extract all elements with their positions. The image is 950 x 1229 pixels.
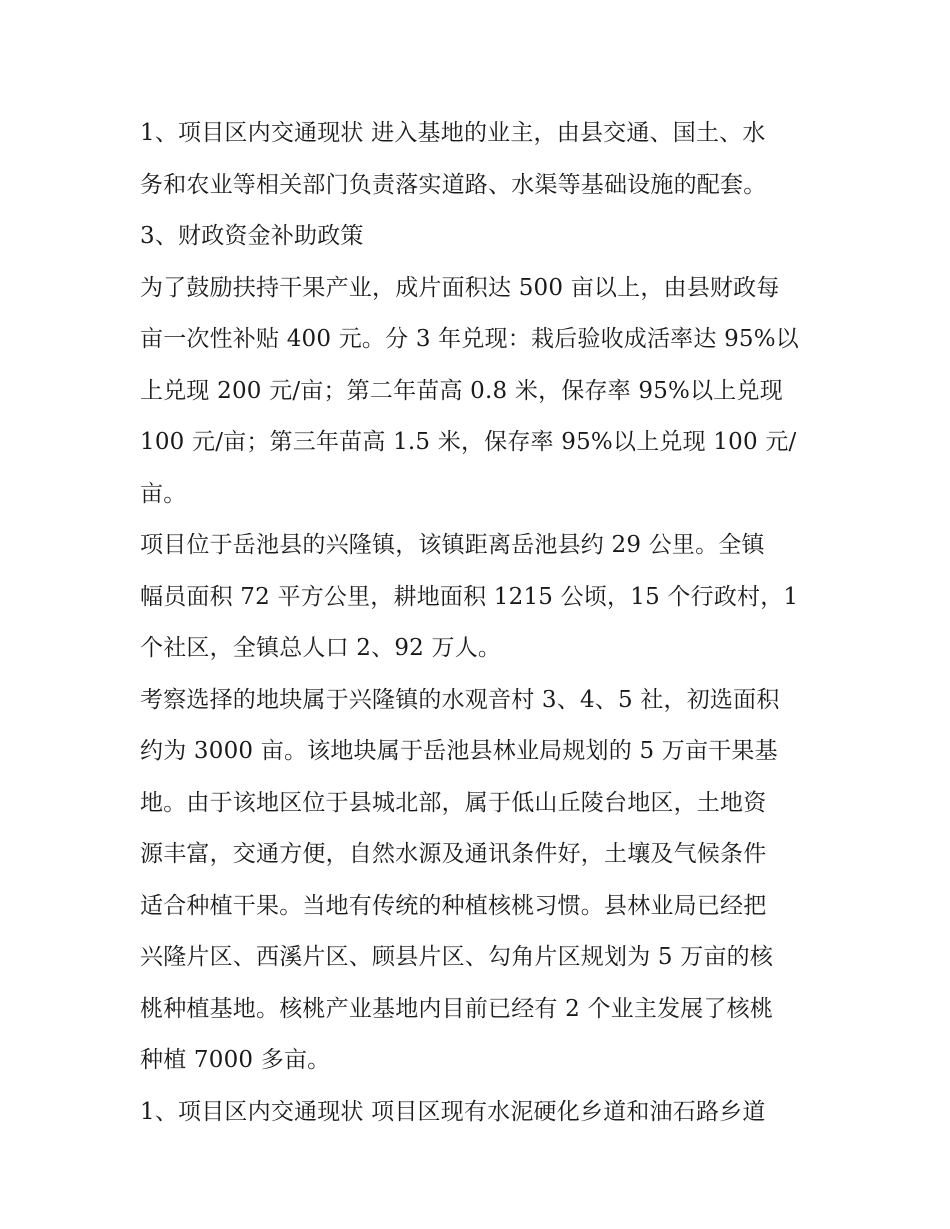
text-line: 1、项目区内交通现状 项目区现有水泥硬化乡道和油石路乡道 bbox=[140, 1098, 766, 1125]
text-line: 兴隆片区、西溪片区、顾县片区、勾角片区规划为 5 万亩的核 bbox=[140, 944, 774, 970]
text-line: 幅员面积 72 平方公里，耕地面积 1215 公顷，15 个行政村，1 bbox=[140, 583, 799, 610]
text-line: 桃种植基地。核桃产业基地内目前已经有 2 个业主发展了核桃 bbox=[140, 995, 774, 1022]
text-line: 约为 3000 亩。该地块属于岳池县林业局规划的 5 万亩干果基 bbox=[140, 738, 778, 764]
text-line: 1、项目区内交通现状 进入基地的业主，由县交通、国土、水 bbox=[140, 120, 766, 146]
text-line: 考察选择的地块属于兴隆镇的水观音村 3、4、5 社，初选面积 bbox=[140, 686, 780, 713]
text-line: 源丰富，交通方便，自然水源及通讯条件好，土壤及气候条件 bbox=[140, 841, 767, 867]
text-line: 地。由于该地区位于县城北部，属于低山丘陵台地区，土地资 bbox=[140, 789, 767, 816]
text-line: 适合种植干果。当地有传统的种植核桃习惯。县林业局已经把 bbox=[140, 892, 767, 919]
text-line: 务和农业等相关部门负责落实道路、水渠等基础设施的配套。 bbox=[140, 171, 767, 198]
text-line: 上兑现 200 元/亩；第二年苗高 0.8 米，保存率 95%以上兑现 bbox=[140, 377, 783, 404]
text-line: 种植 7000 多亩。 bbox=[140, 1047, 331, 1073]
document-body bbox=[140, 108, 820, 1138]
text-line: 亩。 bbox=[140, 480, 187, 507]
section-heading: 3、财政资金补助政策 bbox=[140, 223, 364, 249]
text-line: 项目位于岳池县的兴隆镇，该镇距离岳池县约 29 公里。全镇 bbox=[140, 532, 765, 558]
text-line: 为了鼓励扶持干果产业，成片面积达 500 亩以上，由县财政每 bbox=[140, 274, 780, 301]
text-line: 个社区，全镇总人口 2、92 万人。 bbox=[140, 635, 502, 661]
text-line: 100 元/亩；第三年苗高 1.5 米，保存率 95%以上兑现 100 元/ bbox=[140, 429, 797, 455]
text-line: 亩一次性补贴 400 元。分 3 年兑现：栽后验收成活率达 95%以 bbox=[140, 326, 800, 352]
